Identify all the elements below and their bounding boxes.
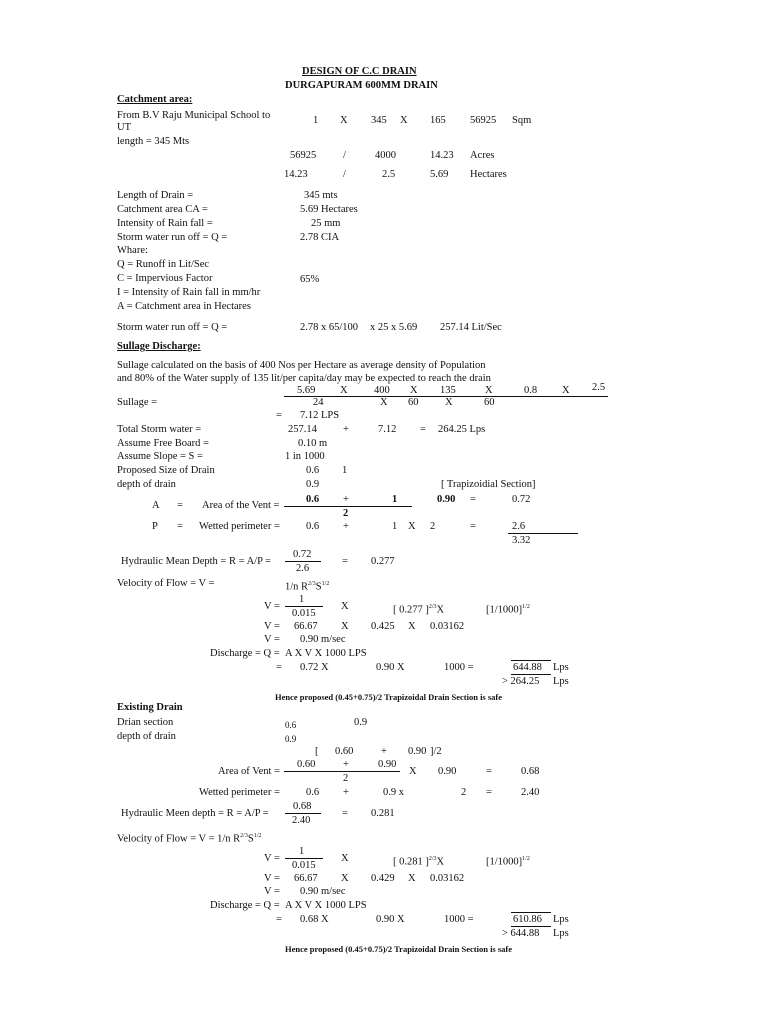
- existing-velocity-prefix: V =: [264, 853, 280, 864]
- drain-depth-label: depth of drain: [117, 479, 176, 490]
- existing-velocity-term: [393, 853, 444, 869]
- catchment-operator: /: [343, 150, 346, 161]
- total-storm-result: 264.25 Lps: [438, 424, 486, 435]
- sullage-numerator: 0.8: [524, 385, 538, 396]
- discharge-overline: [511, 660, 551, 661]
- velocity-operator: X: [341, 601, 349, 612]
- existing-perimeter-label: Wetted perimeter =: [199, 787, 280, 798]
- catchment-unit: Sqm: [512, 115, 532, 126]
- existing-velocity-operator: X: [408, 873, 416, 884]
- param-value: 25 mm: [311, 218, 341, 229]
- velocity-value: 0.425: [371, 621, 395, 632]
- param-label: Whare:: [117, 245, 148, 256]
- catchment-from: From B.V Raju Municipal School to: [117, 110, 271, 121]
- storm-expression: 2.78 x 65/100: [300, 322, 359, 333]
- param-label: C = Impervious Factor: [117, 273, 213, 284]
- catchment-operator: X: [400, 115, 408, 126]
- perimeter-value: 2: [430, 521, 436, 532]
- hydraulic-depth-label: Hydraulic Mean Depth = R = A/P =: [121, 556, 272, 567]
- catchment-value: 165: [430, 115, 446, 126]
- catchment-unit: Acres: [470, 150, 495, 161]
- existing-area-operator: +: [343, 759, 349, 770]
- existing-perimeter-operator: +: [343, 787, 349, 798]
- sullage-denominator: 24: [313, 397, 324, 408]
- velocity-fraction-bar: [285, 606, 323, 607]
- drain-depth-value: 0.9: [306, 479, 320, 490]
- sullage-denominator: X: [380, 397, 388, 408]
- param-label: Storm water run off = Q =: [117, 232, 228, 243]
- sullage-denominator: 60: [484, 397, 495, 408]
- existing-section-value: 0.9: [354, 717, 368, 728]
- sullage-label: Sullage =: [117, 397, 158, 408]
- area-value: 0.90: [437, 494, 456, 505]
- existing-velocity-value: 0.03162: [430, 873, 465, 884]
- param-label: Catchment area CA =: [117, 204, 208, 215]
- velocity-operator: X: [436, 604, 445, 616]
- velocity-r-bracket: [ 0.277 ]: [393, 604, 429, 616]
- existing-hydraulic-depth-fraction-bar: [285, 813, 321, 814]
- existing-bracket-operator: +: [381, 746, 387, 757]
- velocity-value: 66.67: [294, 621, 318, 632]
- perimeter-value: 0.6: [306, 521, 320, 532]
- discharge-formula: A X V X 1000 LPS: [285, 648, 367, 659]
- catchment-operator: /: [343, 169, 346, 180]
- exponent-s: 1/2: [321, 581, 330, 587]
- existing-perimeter-result: 2.40: [521, 787, 540, 798]
- catchment-value: 5.69: [430, 169, 449, 180]
- storm-expression: x 25 x 5.69: [370, 322, 418, 333]
- total-storm-operator: +: [343, 424, 349, 435]
- exponent-r: 2/3: [308, 581, 316, 587]
- discharge-underline: [511, 674, 551, 675]
- existing-velocity-r-bracket: [ 0.281 ]: [393, 856, 429, 868]
- param-label: A = Catchment area in Hectares: [117, 301, 251, 312]
- exponent-s: 1/2: [253, 833, 262, 839]
- drain-size-label: Proposed Size of Drain: [117, 465, 215, 476]
- velocity-slope-term: [486, 601, 530, 617]
- existing-discharge-underline: [511, 926, 551, 927]
- existing-area-denominator: 2: [343, 773, 349, 784]
- total-storm-value: 257.14: [288, 424, 317, 435]
- existing-hydraulic-depth-label: Hydraulic Meen depth = R = A/P =: [121, 808, 269, 819]
- velocity-term: [393, 601, 444, 617]
- existing-velocity-prefix: V =: [264, 886, 280, 897]
- freeboard-value: 0.10 m: [298, 438, 328, 449]
- existing-velocity-result: 0.90 m/sec: [300, 886, 346, 897]
- slope-symbol: S: [315, 581, 322, 593]
- catchment-value: 2.5: [382, 169, 396, 180]
- existing-velocity-formula: Velocity of Flow = V = 1/n R: [117, 833, 241, 845]
- param-label: I = Intensity of Rain fall in mm/hr: [117, 287, 261, 298]
- storm-label: Storm water run off = Q =: [117, 322, 228, 333]
- hydraulic-depth-equals: =: [342, 556, 348, 567]
- discharge-result: 644.88: [513, 662, 542, 673]
- manning-formula-text: 1/n R: [285, 581, 309, 593]
- discharge-unit: Lps: [553, 676, 569, 687]
- velocity-operator: X: [408, 621, 416, 632]
- total-storm-operator: =: [420, 424, 426, 435]
- existing-velocity-operator: X: [341, 853, 349, 864]
- catchment-value: 56925: [470, 115, 497, 126]
- existing-section-label: Drian section: [117, 717, 174, 728]
- catchment-value: 1: [313, 115, 319, 126]
- catchment-from-cont: UT: [117, 122, 131, 133]
- velocity-numerator: 1: [299, 594, 305, 605]
- existing-hydraulic-depth-denominator: 2.40: [292, 815, 311, 826]
- sullage-denominator: 60: [408, 397, 419, 408]
- catchment-value: 4000: [375, 150, 396, 161]
- discharge-equals: =: [276, 662, 282, 673]
- area-value: 1: [392, 494, 398, 505]
- velocity-slope-bracket: [1/1000]: [486, 604, 523, 616]
- perimeter-value: 2.6: [512, 521, 526, 532]
- title-line-1: DESIGN OF C.C DRAIN: [302, 66, 417, 77]
- param-value: 5.69 Hectares: [300, 204, 358, 215]
- sullage-numerator: X: [562, 385, 570, 396]
- area-label: Area of the Vent =: [202, 500, 280, 511]
- existing-discharge-overline: [511, 912, 551, 913]
- existing-area-value: 0.90: [438, 766, 457, 777]
- existing-area-fraction-bar: [284, 771, 400, 772]
- catchment-value: 14.23: [284, 169, 308, 180]
- title-line-2: DURGAPURAM 600MM DRAIN: [285, 80, 438, 91]
- perimeter-operator: +: [343, 521, 349, 532]
- catchment-operator: X: [340, 115, 348, 126]
- param-label: Intensity of Rain fall =: [117, 218, 213, 229]
- area-denominator: 2: [343, 508, 349, 519]
- existing-depth-value: 0.9: [285, 734, 297, 744]
- perimeter-equals: =: [177, 521, 183, 532]
- perimeter-symbol: P: [152, 521, 158, 532]
- existing-perimeter-value: 2: [461, 787, 467, 798]
- storm-result: 257.14 Lit/Sec: [440, 322, 502, 333]
- perimeter-value: 1: [392, 521, 398, 532]
- velocity-prefix: V =: [264, 601, 280, 612]
- perimeter-label: Wetted perimeter =: [199, 521, 280, 532]
- catchment-value: 345: [371, 115, 387, 126]
- existing-hydraulic-depth-result: 0.281: [371, 808, 395, 819]
- existing-bracket: [: [315, 746, 319, 757]
- param-value: 2.78 CIA: [300, 232, 340, 243]
- existing-discharge-compare: > 644.88: [502, 928, 540, 939]
- existing-velocity-label: [117, 830, 261, 846]
- existing-velocity-slope-bracket: [1/1000]: [486, 856, 523, 868]
- catchment-unit: Hectares: [470, 169, 507, 180]
- sullage-text: and 80% of the Water supply of 135 lit/per capita/day may be expected to reach the drain: [117, 373, 491, 384]
- area-fraction-bar: [284, 506, 412, 507]
- area-equals: =: [177, 500, 183, 511]
- perimeter-equals: =: [470, 521, 476, 532]
- existing-velocity-operator: X: [436, 856, 445, 868]
- discharge-value: 0.90 X: [376, 662, 405, 673]
- existing-depth-label: depth of drain: [117, 731, 176, 742]
- existing-section-value: 0.6: [285, 720, 297, 730]
- exponent-r: 2/3: [428, 604, 437, 610]
- existing-perimeter-value: 0.9 x: [383, 787, 404, 798]
- existing-hydraulic-depth-numerator: 0.68: [293, 801, 312, 812]
- drain-size-value: 1: [342, 465, 348, 476]
- existing-bracket-close: ]/2: [430, 746, 442, 757]
- existing-discharge-result: 610.86: [513, 914, 542, 925]
- sullage-result: 7.12 LPS: [300, 410, 340, 421]
- hydraulic-depth-numerator: 0.72: [293, 549, 312, 560]
- velocity-label: Velocity of Flow = V =: [117, 578, 215, 589]
- existing-area-label: Area of Vent =: [218, 766, 281, 777]
- catchment-value: 14.23: [430, 150, 454, 161]
- existing-area-value: 0.90: [378, 759, 397, 770]
- design-conclusion: Hence proposed (0.45+0.75)/2 Trapizoidal Drain Section is safe: [275, 692, 503, 702]
- existing-heading: Existing Drain: [117, 702, 183, 713]
- param-value: 345 mts: [304, 190, 338, 201]
- existing-discharge-unit: Lps: [553, 914, 569, 925]
- existing-discharge-formula: A X V X 1000 LPS: [285, 900, 367, 911]
- existing-bracket-value: 0.90: [408, 746, 427, 757]
- existing-perimeter-equals: =: [486, 787, 492, 798]
- sullage-text: Sullage calculated on the basis of 400 Nos per Hectare as average density of Population: [117, 360, 486, 371]
- param-label: Length of Drain =: [117, 190, 194, 201]
- existing-discharge-label: Discharge = Q =: [210, 900, 280, 911]
- area-value: 0.6: [306, 494, 320, 505]
- perimeter-operator: X: [408, 521, 416, 532]
- param-label: Q = Runoff in Lit/Sec: [117, 259, 210, 270]
- existing-velocity-numerator: 1: [299, 846, 305, 857]
- existing-area-value: 0.60: [297, 759, 316, 770]
- slope-label: Assume Slope = S =: [117, 451, 203, 462]
- discharge-compare: > 264.25: [502, 676, 540, 687]
- sullage-denominator: X: [445, 397, 453, 408]
- catchment-heading: Catchment area:: [117, 94, 193, 105]
- existing-velocity-fraction-bar: [285, 858, 323, 859]
- sullage-heading: Sullage Discharge:: [117, 341, 201, 352]
- hydraulic-depth-result: 0.277: [371, 556, 395, 567]
- drain-size-value: 0.6: [306, 465, 320, 476]
- area-operator: +: [343, 494, 349, 505]
- existing-area-operator: X: [409, 766, 417, 777]
- existing-velocity-value: 66.67: [294, 873, 318, 884]
- freeboard-label: Assume Free Board =: [117, 438, 209, 449]
- sullage-numerator: 5.69: [297, 385, 316, 396]
- exponent-r: 2/3: [240, 833, 248, 839]
- slope-value: 1 in 1000: [285, 451, 325, 462]
- slope-symbol: S: [247, 833, 254, 845]
- existing-perimeter-value: 0.6: [306, 787, 320, 798]
- sullage-numerator: 2.5: [592, 382, 606, 393]
- existing-velocity-slope-term: [486, 853, 530, 869]
- existing-bracket-value: 0.60: [335, 746, 354, 757]
- discharge-unit: Lps: [553, 662, 569, 673]
- area-symbol: A: [152, 500, 160, 511]
- param-value: 65%: [300, 274, 320, 285]
- exponent-s: 1/2: [522, 604, 530, 610]
- sullage-numerator: X: [410, 385, 418, 396]
- manning-formula: [285, 578, 329, 594]
- catchment-value: 56925: [290, 150, 317, 161]
- perimeter-result: 3.32: [512, 535, 531, 546]
- catchment-length: length = 345 Mts: [117, 136, 190, 147]
- discharge-value: 0.72 X: [300, 662, 329, 673]
- hydraulic-depth-fraction-bar: [285, 561, 321, 562]
- exponent-s: 1/2: [522, 856, 530, 862]
- discharge-label: Discharge = Q =: [210, 648, 280, 659]
- hydraulic-depth-denominator: 2.6: [296, 563, 310, 574]
- existing-discharge-unit: Lps: [553, 928, 569, 939]
- existing-velocity-prefix: V =: [264, 873, 280, 884]
- velocity-prefix: V =: [264, 621, 280, 632]
- velocity-value: 0.03162: [430, 621, 465, 632]
- existing-velocity-value: 0.429: [371, 873, 395, 884]
- existing-velocity-operator: X: [341, 873, 349, 884]
- existing-area-equals: =: [486, 766, 492, 777]
- area-equals: =: [470, 494, 476, 505]
- sullage-numerator: 135: [440, 385, 456, 396]
- perimeter-underline: [508, 533, 578, 534]
- total-storm-value: 7.12: [378, 424, 397, 435]
- velocity-operator: X: [341, 621, 349, 632]
- discharge-value: 1000 =: [444, 662, 474, 673]
- exponent-r: 2/3: [428, 856, 437, 862]
- velocity-result: 0.90 m/sec: [300, 634, 346, 645]
- existing-discharge-value: 0.68 X: [300, 914, 329, 925]
- sullage-numerator: X: [485, 385, 493, 396]
- existing-hydraulic-depth-equals: =: [342, 808, 348, 819]
- sullage-numerator: 400: [374, 385, 390, 396]
- total-storm-label: Total Storm water =: [117, 424, 202, 435]
- sullage-equals: =: [276, 410, 282, 421]
- existing-discharge-value: 1000 =: [444, 914, 474, 925]
- existing-area-result: 0.68: [521, 766, 540, 777]
- existing-velocity-denominator: 0.015: [292, 860, 316, 871]
- section-type: [ Trapizoidial Section]: [441, 479, 536, 490]
- existing-discharge-equals: =: [276, 914, 282, 925]
- existing-conclusion: Hence proposed (0.45+0.75)/2 Trapizoidal Drain Section is safe: [285, 944, 513, 954]
- sullage-numerator: X: [340, 385, 348, 396]
- existing-discharge-value: 0.90 X: [376, 914, 405, 925]
- velocity-denominator: 0.015: [292, 608, 316, 619]
- area-result: 0.72: [512, 494, 531, 505]
- velocity-prefix: V =: [264, 634, 280, 645]
